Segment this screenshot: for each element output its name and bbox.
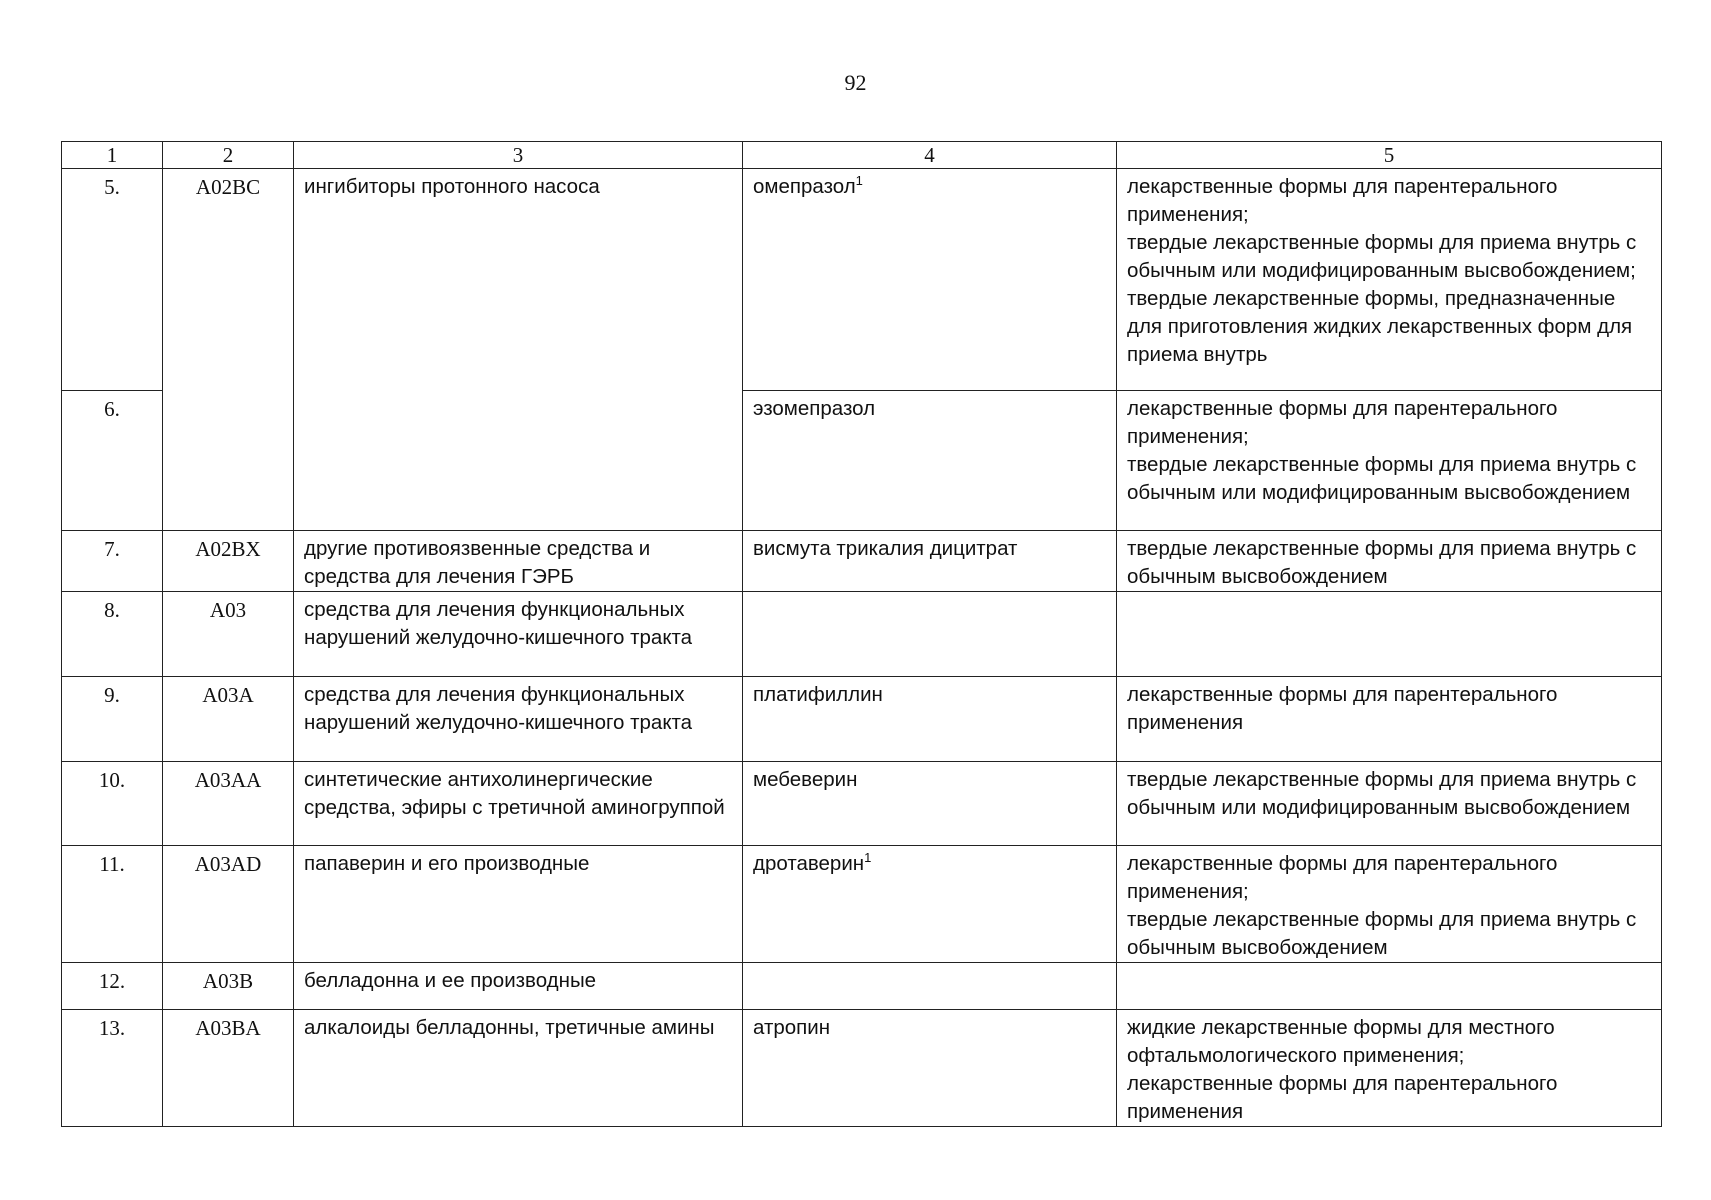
dosage-form: лекарственные формы для парентерального применения; xyxy=(1127,852,1558,903)
drug-name: мебеверин xyxy=(743,762,1117,846)
dosage-form: лекарственные формы для парентерального применения; xyxy=(1127,397,1558,448)
dosage-form: твердые лекарственные формы для приема внутрь с обычным высвобождением xyxy=(1127,908,1637,959)
dosage-forms xyxy=(1117,677,1662,762)
table-row xyxy=(62,677,1662,762)
dosage-forms xyxy=(1117,1010,1662,1127)
group-name: средства для лечения функциональных нарушений желудочно-кишечного тракта xyxy=(294,677,743,762)
atc-code: A03AD xyxy=(163,846,294,963)
row-number: 11. xyxy=(62,846,163,963)
group-name: синтетические антихолинергические средства, эфиры с третичной аминогруппой xyxy=(294,762,743,846)
drug-name xyxy=(743,963,1117,1010)
row-number: 13. xyxy=(62,1010,163,1127)
atc-code: A03AA xyxy=(163,762,294,846)
group-name: белладонна и ее производные xyxy=(294,963,743,1010)
table-row xyxy=(62,531,1662,592)
row-number: 6. xyxy=(62,391,163,531)
group-name: средства для лечения функциональных нарушений желудочно-кишечного тракта xyxy=(294,592,743,677)
dosage-form: твердые лекарственные формы для приема внутрь с обычным или модифицированным высвобождением xyxy=(1127,453,1637,504)
row-number: 12. xyxy=(62,963,163,1010)
table-row xyxy=(62,963,1662,1010)
drug-name xyxy=(743,592,1117,677)
medication-table xyxy=(61,141,1662,1127)
drug-name: эзомепразол xyxy=(743,391,1117,531)
page-number: 92 xyxy=(844,70,867,95)
dosage-forms xyxy=(1117,762,1662,846)
column-header: 5 xyxy=(1117,142,1662,169)
column-header: 2 xyxy=(163,142,294,169)
table-row xyxy=(62,592,1662,677)
dosage-forms xyxy=(1117,846,1662,963)
dosage-forms xyxy=(1117,169,1662,391)
dosage-form: твердые лекарственные формы для приема внутрь с обычным или модифицированным высвобождением; xyxy=(1127,231,1637,282)
row-number: 7. xyxy=(62,531,163,592)
table-row xyxy=(62,762,1662,846)
row-number: 5. xyxy=(62,169,163,391)
dosage-forms xyxy=(1117,391,1662,531)
table-header-row xyxy=(62,142,1662,169)
drug-name: висмута трикалия дицитрат xyxy=(743,531,1117,592)
row-number: 9. xyxy=(62,677,163,762)
row-number: 8. xyxy=(62,592,163,677)
group-name: папаверин и его производные xyxy=(294,846,743,963)
dosage-form: лекарственные формы для парентерального применения xyxy=(1127,683,1558,734)
atc-code: A03B xyxy=(163,963,294,1010)
dosage-forms xyxy=(1117,531,1662,592)
table-row xyxy=(62,846,1662,963)
atc-code: A02BX xyxy=(163,531,294,592)
group-name: другие противоязвенные средства и средства для лечения ГЭРБ xyxy=(294,531,743,592)
drug-name: омепразол$^1$ xyxy=(743,169,1117,391)
column-header: 4 xyxy=(743,142,1117,169)
atc-code: A02BC xyxy=(163,169,294,531)
atc-code: A03BA xyxy=(163,1010,294,1127)
dosage-form: твердые лекарственные формы, предназначенные для приготовления жидких лекарственных форм для приема внутрь xyxy=(1127,287,1633,366)
atc-code: A03A xyxy=(163,677,294,762)
dosage-form: лекарственные формы для парентерального применения; xyxy=(1127,175,1558,226)
drug-name: дротаверин$^1$ xyxy=(743,846,1117,963)
column-header: 1 xyxy=(62,142,163,169)
group-name: алкалоиды белладонны, третичные амины xyxy=(294,1010,743,1127)
dosage-form: твердые лекарственные формы для приема внутрь с обычным высвобождением xyxy=(1127,537,1637,588)
dosage-form: жидкие лекарственные формы для местного офтальмологического применения; xyxy=(1127,1016,1555,1067)
dosage-form: лекарственные формы для парентерального применения xyxy=(1127,1072,1558,1123)
drug-name: атропин xyxy=(743,1010,1117,1127)
dosage-form: твердые лекарственные формы для приема внутрь с обычным или модифицированным высвобождением xyxy=(1127,768,1637,819)
group-name: ингибиторы протонного насоса xyxy=(294,169,743,531)
dosage-forms xyxy=(1117,963,1662,1010)
column-header: 3 xyxy=(294,142,743,169)
drug-name: платифиллин xyxy=(743,677,1117,762)
footnote-marker: 1 xyxy=(855,173,863,189)
atc-code: A03 xyxy=(163,592,294,677)
table-row xyxy=(62,1010,1662,1127)
dosage-forms xyxy=(1117,592,1662,677)
footnote-marker: 1 xyxy=(864,850,872,866)
row-number: 10. xyxy=(62,762,163,846)
table-row xyxy=(62,169,1662,391)
